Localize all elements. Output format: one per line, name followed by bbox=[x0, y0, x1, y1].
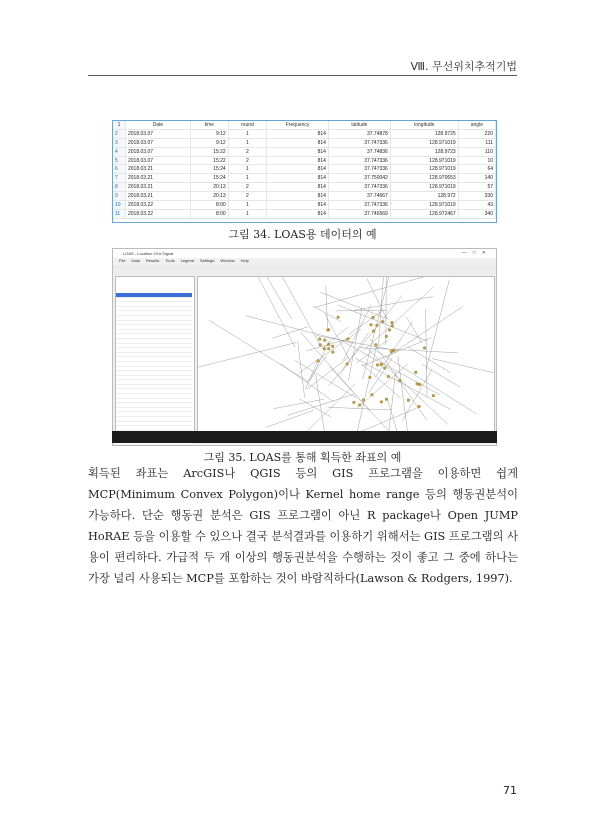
location-point bbox=[414, 371, 417, 374]
table-cell: 37.747336 bbox=[328, 201, 390, 210]
column-header: angle bbox=[458, 121, 495, 129]
map-view bbox=[197, 276, 495, 443]
location-point bbox=[326, 329, 329, 332]
location-point bbox=[380, 400, 383, 403]
loas-screenshot bbox=[112, 248, 497, 446]
bearing-line bbox=[267, 277, 292, 319]
table-cell: 1 bbox=[228, 165, 266, 174]
location-point bbox=[376, 324, 379, 327]
bearing-line bbox=[329, 295, 403, 386]
table-cell: 128.9723 bbox=[390, 147, 458, 156]
table-cell: 128.971019 bbox=[390, 201, 458, 210]
menu-item: File bbox=[119, 258, 126, 263]
location-point bbox=[368, 376, 371, 379]
location-point bbox=[352, 401, 355, 404]
bearing-line bbox=[272, 327, 308, 339]
bearing-line bbox=[354, 297, 433, 311]
table-row bbox=[113, 183, 496, 192]
table-cell: 20:13 bbox=[190, 183, 228, 192]
location-point bbox=[331, 351, 334, 354]
table-row bbox=[113, 129, 496, 138]
location-point bbox=[391, 325, 394, 328]
table-cell: 814 bbox=[267, 209, 329, 218]
table-cell: 37.750042 bbox=[328, 174, 390, 183]
bearing-line bbox=[360, 348, 458, 353]
loas-data-table bbox=[113, 121, 496, 219]
window-title: LOAS - Location Of A Signal bbox=[123, 251, 174, 256]
row-number: 1 bbox=[113, 121, 126, 129]
bearing-line bbox=[367, 348, 448, 424]
menu-bar bbox=[113, 258, 496, 265]
bearing-line bbox=[329, 366, 392, 435]
location-point bbox=[423, 347, 426, 350]
bearing-line bbox=[300, 399, 331, 417]
row-number: 11 bbox=[113, 209, 126, 218]
location-point bbox=[407, 399, 410, 402]
location-point bbox=[387, 375, 390, 378]
table-cell: 37.747336 bbox=[328, 183, 390, 192]
table-cell: 1 bbox=[228, 129, 266, 138]
bearing-line bbox=[198, 343, 296, 368]
toolbar bbox=[113, 265, 496, 275]
location-point bbox=[385, 335, 388, 338]
location-point bbox=[346, 363, 349, 366]
location-point bbox=[418, 383, 421, 386]
table-cell: 220 bbox=[458, 129, 495, 138]
table-cell: 2018.03.21 bbox=[126, 192, 191, 201]
row-number: 3 bbox=[113, 138, 126, 147]
column-header: time bbox=[190, 121, 228, 129]
table-cell: 111 bbox=[458, 138, 495, 147]
table-cell: 57 bbox=[458, 183, 495, 192]
menu-item: Window bbox=[220, 258, 235, 263]
table-cell: 37.74836 bbox=[328, 147, 390, 156]
location-point bbox=[383, 367, 386, 370]
table-row bbox=[113, 201, 496, 210]
table-cell: 15:24 bbox=[190, 165, 228, 174]
bearing-line bbox=[209, 320, 308, 382]
table-cell: 128.971019 bbox=[390, 165, 458, 174]
table-cell: 140 bbox=[458, 174, 495, 183]
table-header-row bbox=[113, 121, 496, 129]
location-point bbox=[318, 338, 321, 341]
location-point bbox=[319, 343, 322, 346]
menu-item: Results bbox=[145, 258, 160, 263]
bearing-line bbox=[283, 277, 321, 345]
bearing-line bbox=[314, 277, 423, 308]
bearing-line bbox=[363, 277, 389, 379]
table-cell: 128.971019 bbox=[390, 183, 458, 192]
table-row bbox=[113, 156, 496, 165]
location-point bbox=[337, 316, 340, 319]
bearing-lines-map bbox=[198, 277, 494, 442]
table-cell: 814 bbox=[267, 138, 329, 147]
location-point bbox=[323, 339, 326, 342]
location-point bbox=[385, 398, 388, 401]
row-number: 10 bbox=[113, 201, 126, 210]
bearing-line bbox=[328, 407, 390, 410]
table-cell: 814 bbox=[267, 192, 329, 201]
location-point bbox=[392, 349, 395, 352]
table-cell: 15:22 bbox=[190, 147, 228, 156]
bearing-line bbox=[422, 365, 460, 388]
figure-34-caption: 그림 34. LOAS용 데이터의 예 bbox=[228, 228, 377, 241]
table-cell: 2 bbox=[228, 156, 266, 165]
window-titlebar bbox=[113, 249, 496, 258]
table-cell: 9:12 bbox=[190, 129, 228, 138]
column-header: latitude bbox=[328, 121, 390, 129]
table-row bbox=[113, 138, 496, 147]
running-header bbox=[88, 58, 517, 74]
location-point bbox=[323, 347, 326, 350]
bearing-line bbox=[378, 277, 383, 346]
table-cell: 1 bbox=[228, 138, 266, 147]
bearing-line bbox=[266, 410, 314, 427]
table-cell: 814 bbox=[267, 156, 329, 165]
table-cell: 37.747336 bbox=[328, 165, 390, 174]
table-cell: 1 bbox=[228, 174, 266, 183]
bearing-line bbox=[426, 309, 427, 397]
bearing-line bbox=[348, 308, 362, 381]
coordinate-grid bbox=[116, 293, 192, 446]
table-cell: 128.971019 bbox=[390, 156, 458, 165]
table-cell: 2018.03.07 bbox=[126, 156, 191, 165]
table-cell: 110 bbox=[458, 147, 495, 156]
row-number: 2 bbox=[113, 129, 126, 138]
table-cell: 128.9725 bbox=[390, 129, 458, 138]
table-cell: 2 bbox=[228, 192, 266, 201]
table-cell: 8:00 bbox=[190, 201, 228, 210]
table-cell: 330 bbox=[458, 192, 495, 201]
table-cell: 340 bbox=[458, 209, 495, 218]
table-cell: 37.747336 bbox=[328, 156, 390, 165]
table-cell: 814 bbox=[267, 165, 329, 174]
table-cell: 2018.03.21 bbox=[126, 174, 191, 183]
chapter-title: Ⅷ. 무선위치추적기법 bbox=[410, 60, 517, 73]
table-cell: 1 bbox=[228, 209, 266, 218]
table-row bbox=[113, 147, 496, 156]
taskbar bbox=[112, 431, 497, 443]
bearing-line bbox=[426, 279, 449, 370]
location-point bbox=[358, 404, 361, 407]
location-point bbox=[388, 329, 391, 332]
column-header: Date bbox=[126, 121, 191, 129]
location-point bbox=[390, 321, 393, 324]
location-point bbox=[418, 405, 421, 408]
body-paragraph bbox=[88, 463, 518, 589]
bearing-line bbox=[367, 278, 387, 318]
table-cell: 128.972467 bbox=[390, 209, 458, 218]
row-number: 9 bbox=[113, 192, 126, 201]
table-cell: 37.74878 bbox=[328, 129, 390, 138]
paragraph-text: 획득된 좌표는 ArcGIS나 QGIS 등의 GIS 프로그램을 이용하면 쉽게 MCP(Minimum Convex Polygon)이나 Kernel home range 등의 행동권분석이 가능하다. 단순 행동권 분석은 GIS 프로그램이 아닌 R package나 Open JUMP HoRAE 등을 이용할 수 있으나 결국 분석결과를 이용하기 위해서는 GIS 프로그램의 사용이 편리하다. 가급적 두 개 이상의 행동권분석을 수행하는 것이 좋고 그 중에 하나는 가장 널리 사용되는 MCP를 포함하는 것이 바람직하다(Lawson & Rodgers, 1997). bbox=[88, 467, 518, 585]
table-cell: 814 bbox=[267, 183, 329, 192]
location-point bbox=[381, 320, 384, 323]
table-cell: 2018.03.22 bbox=[126, 201, 191, 210]
menu-item: Help bbox=[240, 258, 249, 263]
table-cell: 2018.03.22 bbox=[126, 209, 191, 218]
location-point bbox=[432, 394, 435, 397]
header-rule bbox=[88, 75, 517, 76]
table-cell: 37.746569 bbox=[328, 209, 390, 218]
column-header: longitude bbox=[390, 121, 458, 129]
table-cell: 814 bbox=[267, 147, 329, 156]
bearing-line bbox=[398, 356, 409, 442]
row-number: 6 bbox=[113, 165, 126, 174]
table-cell: 2018.03.21 bbox=[126, 183, 191, 192]
location-point bbox=[398, 379, 401, 382]
bearing-line bbox=[432, 359, 494, 373]
bearing-line bbox=[402, 369, 432, 421]
location-point bbox=[372, 330, 375, 333]
figure-35-caption: 그림 35. LOAS를 통해 획득한 좌표의 예 bbox=[203, 451, 402, 464]
location-point bbox=[376, 364, 379, 367]
menu-item: Tools bbox=[165, 258, 175, 263]
location-point bbox=[317, 359, 320, 362]
location-point bbox=[327, 343, 330, 346]
page-number: 71 bbox=[503, 784, 517, 797]
table-cell: 20:13 bbox=[190, 192, 228, 201]
location-point bbox=[375, 343, 378, 346]
table-cell: 2 bbox=[228, 147, 266, 156]
bearing-line bbox=[307, 356, 326, 382]
column-header: Frequency bbox=[267, 121, 329, 129]
grid-row bbox=[116, 445, 192, 446]
table-row bbox=[113, 165, 496, 174]
table-cell: 8:00 bbox=[190, 209, 228, 218]
table-cell: 128.972 bbox=[390, 192, 458, 201]
table-cell: 15:24 bbox=[190, 174, 228, 183]
table-cell: 15:22 bbox=[190, 156, 228, 165]
menu-item: Data bbox=[131, 258, 140, 263]
table-cell: 2018.03.07 bbox=[126, 129, 191, 138]
table-row bbox=[113, 192, 496, 201]
bearing-line bbox=[389, 372, 396, 434]
table-row bbox=[113, 174, 496, 183]
bearing-line bbox=[326, 286, 328, 328]
row-number: 8 bbox=[113, 183, 126, 192]
table-cell: 10 bbox=[458, 156, 495, 165]
location-point bbox=[372, 316, 375, 319]
menu-item: Legend bbox=[180, 258, 194, 263]
table-cell: 37.747336 bbox=[328, 138, 390, 147]
row-number: 5 bbox=[113, 156, 126, 165]
table-cell: 9:12 bbox=[190, 138, 228, 147]
location-point bbox=[380, 363, 383, 366]
table-cell: 1 bbox=[228, 201, 266, 210]
table-cell: 814 bbox=[267, 129, 329, 138]
bearing-line bbox=[349, 311, 382, 334]
table-cell: 814 bbox=[267, 174, 329, 183]
column-header: round bbox=[228, 121, 266, 129]
table-row bbox=[113, 209, 496, 218]
spreadsheet-figure bbox=[112, 120, 497, 223]
location-point bbox=[327, 347, 330, 350]
location-point bbox=[331, 345, 334, 348]
table-cell: 2018.03.21 bbox=[126, 165, 191, 174]
location-point bbox=[346, 338, 349, 341]
table-cell: 814 bbox=[267, 201, 329, 210]
location-point bbox=[416, 382, 419, 385]
location-point bbox=[362, 399, 365, 402]
table-cell: 128.970653 bbox=[390, 174, 458, 183]
row-number: 7 bbox=[113, 174, 126, 183]
menu-item: Settings bbox=[199, 258, 215, 263]
table-cell: 128.971019 bbox=[390, 138, 458, 147]
row-number: 4 bbox=[113, 147, 126, 156]
bearing-line bbox=[298, 341, 305, 397]
table-cell: 64 bbox=[458, 165, 495, 174]
location-point bbox=[370, 323, 373, 326]
location-point bbox=[371, 393, 374, 396]
bearing-line bbox=[288, 394, 354, 415]
table-cell: 43 bbox=[458, 201, 495, 210]
table-cell: 2 bbox=[228, 183, 266, 192]
table-cell: 2018.03.07 bbox=[126, 138, 191, 147]
bearing-line bbox=[273, 399, 323, 408]
table-cell: 37.74667 bbox=[328, 192, 390, 201]
table-cell: 2018.03.07 bbox=[126, 147, 191, 156]
bearing-line bbox=[354, 358, 450, 410]
bearing-line bbox=[307, 357, 350, 390]
window-controls: —□✕ bbox=[461, 250, 492, 256]
